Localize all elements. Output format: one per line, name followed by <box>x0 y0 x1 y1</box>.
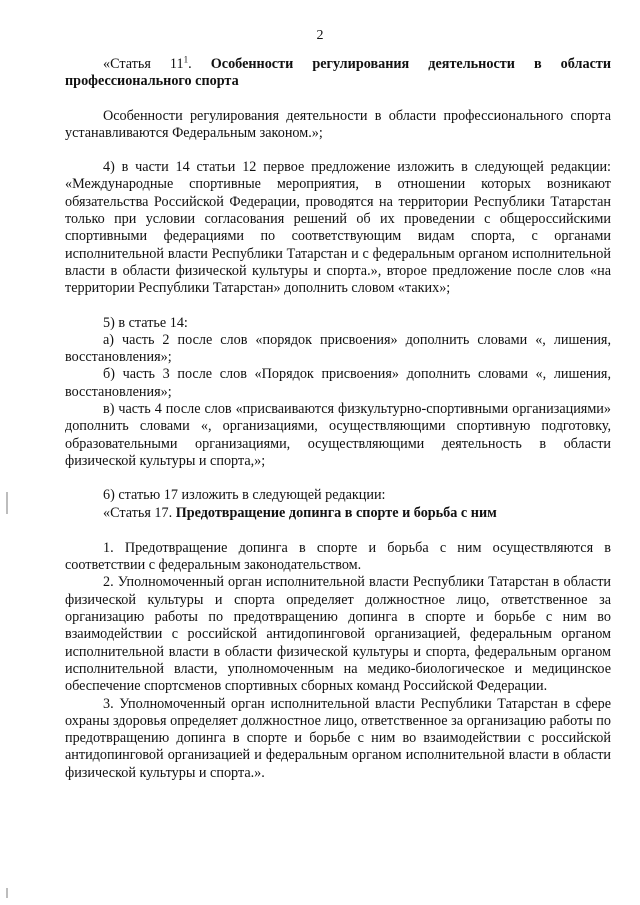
amendment-item-5b: б) часть 3 после слов «Порядок присвоения» дополнить словами «, лишения, восстановления»; <box>65 366 611 400</box>
amendment-item-5-intro: 5) в статье 14: <box>103 314 188 331</box>
article-17-title: Предотвращение допинга в спорте и борьба с ним <box>175 504 497 521</box>
article-11-text: Особенности регулирования деятельности в области профессионального спорта устанавливаются Федеральным законом.»; <box>65 107 611 141</box>
document-body <box>65 56 611 782</box>
article-11-heading <box>65 56 611 91</box>
article-17-prefix: «Статья 17. <box>103 504 173 521</box>
article-11-prefix: «Статья 11 <box>103 56 184 72</box>
article-17-part-3: 3. Уполномоченный орган исполнительной власти Республики Татарстан в сфере охраны здоровья определяет должностное лицо, ответственное за организацию работы по предотвращению допинга в спорте и борьбе с ним во взаимодействии с российской антидопинговой организацией и федеральным органом исполнительной власти в области физической культуры и спорта.». <box>65 695 611 781</box>
page-number: 2 <box>316 28 324 43</box>
article-17-heading <box>65 505 611 522</box>
article-11-title: Особенности регулирования деятельности в области профессионального спорта <box>65 56 612 90</box>
scan-margin-mark <box>6 888 8 898</box>
amendment-item-4: 4) в части 14 статьи 12 первое предложение изложить в следующей редакции: «Международные спортивные мероприятия, в отношении которых возникают обязательства Российской Федерации, проводятся на территории Республики Татарстан только при условии согласования решений об их проведении с общероссийскими спортивными федерациями по соответствующим видам спорта, с органами исполнительной власти Республики Татарстан и с федеральным органом исполнительной власти в области физической культуры и спорта.», второе предложение после слов «на территории Республики Татарстан» дополнить словом «таких»; <box>65 159 611 297</box>
scan-margin-mark <box>6 492 8 514</box>
amendment-item-5a: а) часть 2 после слов «порядок присвоения» дополнить словами «, лишения, восстановления»; <box>65 331 611 366</box>
article-11-dot: . <box>188 56 192 72</box>
amendment-item-6-intro: 6) статью 17 изложить в следующей редакции: <box>103 487 386 504</box>
amendment-item-5c: в) часть 4 после слов «присваиваются физкультурно-спортивными организациями» дополнить словами «, организациями, осуществляющими спортивную подготовку, образовательными организациями, осуществляющими деятельность в области физической культуры и спорта,»; <box>65 401 611 469</box>
article-17-part-1: 1. Предотвращение допинга в спорте и борьба с ним осуществляются в соответствии с федеральным законодательством. <box>65 539 611 574</box>
article-17-part-2: 2. Уполномоченный орган исполнительной власти Республики Татарстан в области физической культуры и спорта определяет должностное лицо, ответственное за организацию работы по предотвращению допинга в спорте и борьбе с ним во взаимодействии с российской антидопинговой организацией, федеральным органом исполнительной власти в области физической культуры и спорта, федеральным органом исполнительной власти, уполномоченным на медико-биологическое и медицинское обеспечение спортсменов спортивных сборных команд Российской Федерации. <box>65 574 611 695</box>
article-11-superscript: 1 <box>183 54 189 65</box>
